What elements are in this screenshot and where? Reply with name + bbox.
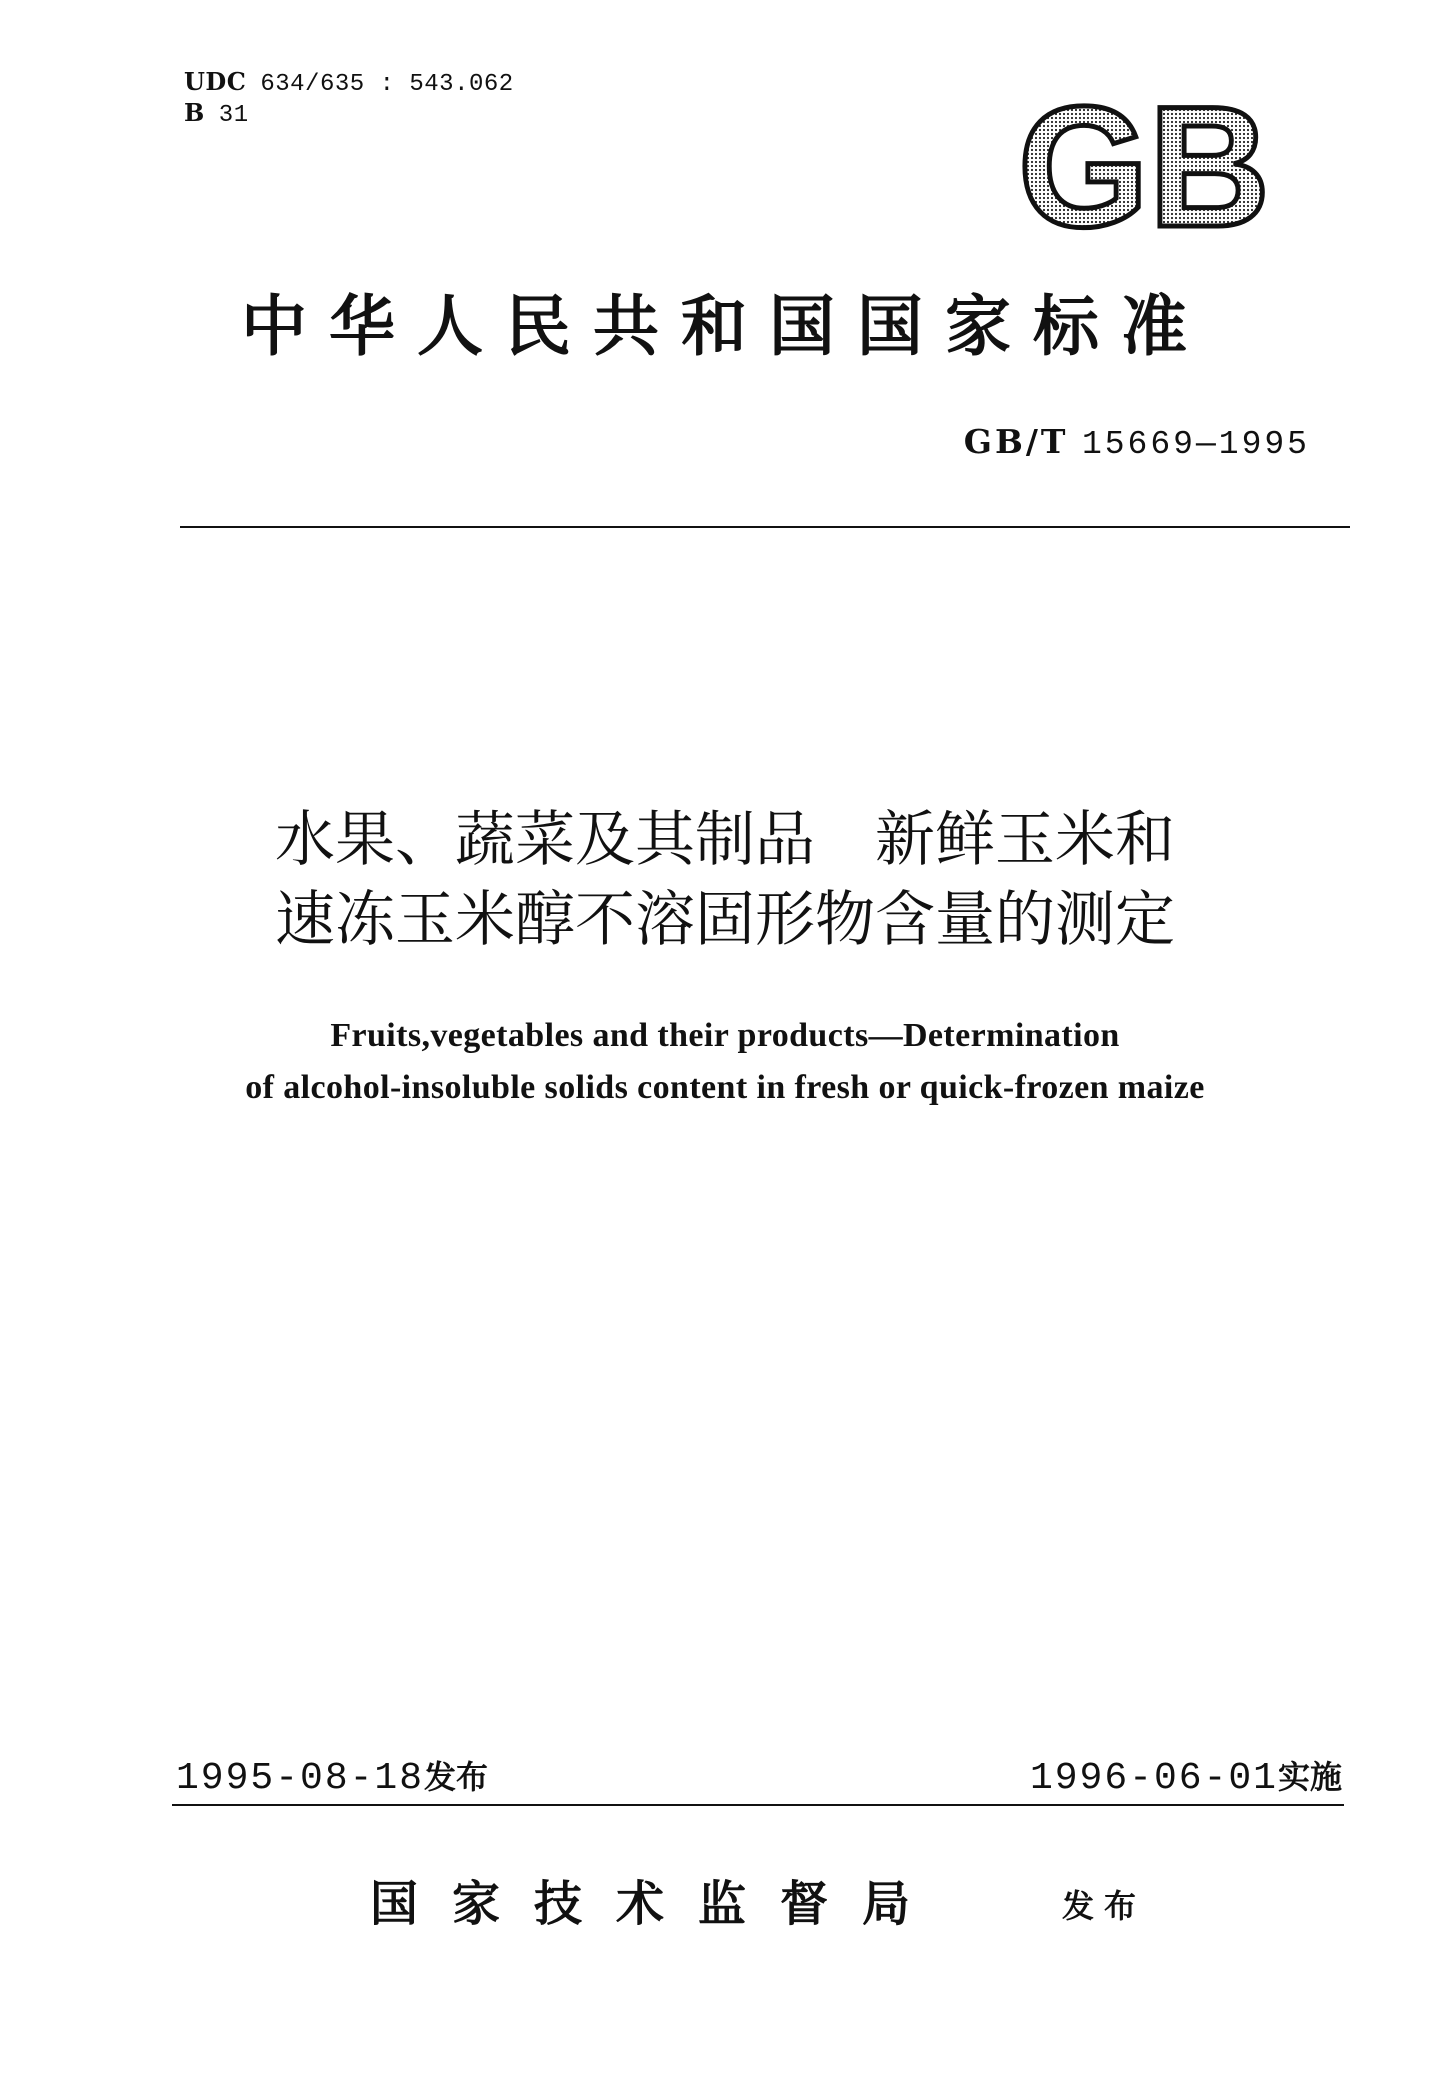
udc-code: 634/635 : 543.062 [260, 71, 514, 98]
english-title [0, 1010, 1450, 1114]
standard-number [964, 422, 1310, 463]
chinese-title-line-1: 水果、蔬菜及其制品 新鲜玉米和 [275, 805, 1175, 875]
b-label: B [184, 98, 205, 127]
gb-logo [1014, 92, 1274, 240]
publisher-name: 国家技术监督局 [370, 1876, 945, 1932]
publish-word: 发布 [1062, 1887, 1147, 1925]
gb-logo-mark: GB [1018, 92, 1270, 240]
issue-date-word: 发布 [424, 1758, 489, 1796]
english-title-line-1: Fruits,vegetables and their products—Determination [330, 1017, 1120, 1054]
chinese-title-line-2: 速冻玉米醇不溶固形物含量的测定 [275, 885, 1175, 955]
chinese-title [0, 800, 1450, 960]
issue-date [176, 1752, 488, 1802]
national-standard-title: 中华人民共和国国家标准 [241, 287, 1209, 365]
implementation-date-value: 1996-06-01 [1029, 1757, 1278, 1800]
standard-prefix: GB/T [963, 422, 1069, 461]
implementation-date [1030, 1752, 1342, 1802]
top-divider [180, 526, 1350, 528]
implementation-date-word: 实施 [1277, 1758, 1342, 1796]
udc-label: UDC [184, 67, 247, 96]
udc-classification [184, 68, 514, 130]
bottom-divider [172, 1804, 1344, 1806]
english-title-line-2: of alcohol-insoluble solids content in fresh or quick-frozen maize [245, 1069, 1205, 1106]
issue-date-value: 1995-08-18 [176, 1757, 425, 1800]
b-code: 31 [218, 102, 249, 129]
standard-number-value: 15669—1995 [1081, 426, 1310, 463]
b-line [184, 99, 514, 130]
udc-line [184, 68, 514, 99]
